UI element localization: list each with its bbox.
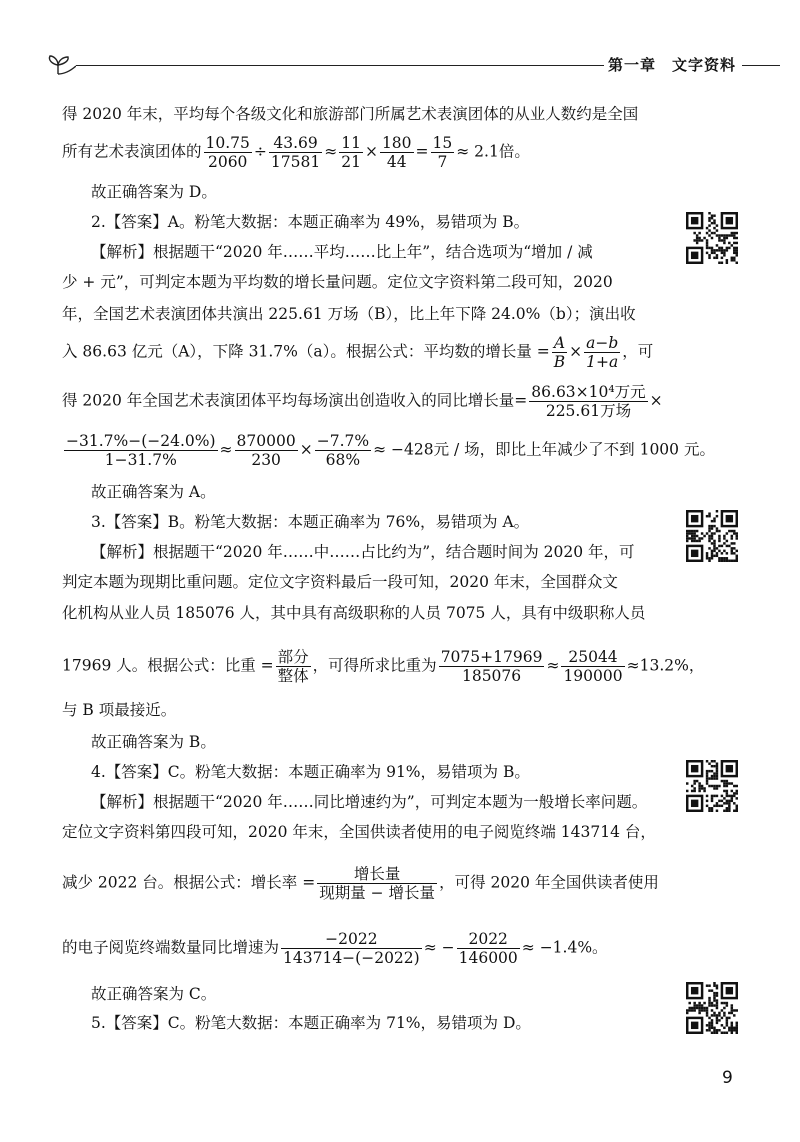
fraction: $\frac{a-b}{1+a}$ bbox=[586, 334, 619, 371]
fraction: $\frac{-2022}{143714-(-2022)}$ bbox=[283, 930, 420, 967]
q2-analysis-3: 年，全国艺术表演团体共演出 225.61 万场（B），比上年下降 24.0%（b）；演出收 bbox=[62, 305, 636, 323]
q1-answer: 故正确答案为 D。 bbox=[91, 183, 217, 201]
fraction: $\frac{180}{44}$ bbox=[381, 134, 412, 171]
q3-answer-head: 3.【答案】B。粉笔大数据：本题正确率为 76%，易错项为 A。 bbox=[91, 513, 530, 531]
fraction: $\frac{\text{86.63×10⁴万元}}{\text{225.61万场}}$ bbox=[531, 383, 646, 420]
fraction: $\frac{43.69}{17581}$ bbox=[270, 134, 321, 171]
q4-analysis-2: 定位文字资料第四段可知，2020 年末，全国供读者使用的电子阅览终端 143714 台， bbox=[62, 823, 656, 841]
fraction: $\frac{15}{7}$ bbox=[432, 134, 453, 171]
q2-analysis-2: 少 + 元”，可判定本题为平均数的增长量问题。定位文字资料第二段可知，2020 bbox=[62, 273, 613, 291]
q3-analysis-1: 【解析】根据题干“2020 年……中……占比约为”，结合题时间为 2020 年，可 bbox=[91, 543, 635, 561]
fraction: $\frac{10.75}{2060}$ bbox=[205, 134, 250, 171]
chapter-title: 第一章 文字资料 bbox=[608, 56, 737, 74]
q3-analysis-5: 与 B 项最接近。 bbox=[62, 701, 177, 719]
q2-analysis-4: 入 86.63 亿元（A），下降 31.7%（a）。根据公式：平均数的增长量 = $\frac{A}{B}$ × $\frac{a-b}{1+a}$ ，可 bbox=[62, 334, 654, 371]
q3-analysis-2: 判定本题为现期比重问题。定位文字资料最后一段可知，2020 年末，全国群众文 bbox=[62, 573, 618, 591]
q1-line-1: 得 2020 年末，平均每个各级文化和旅游部门所属艺术表演团体的从业人数约是全国 bbox=[62, 105, 639, 123]
fraction: $\frac{2022}{146000}$ bbox=[458, 930, 518, 967]
sprout-icon bbox=[42, 52, 76, 76]
q1-line-2: 所有艺术表演团体的 $\frac{10.75}{2060}$ ÷ $\frac{43.69}{17581}$ ≈ $\frac{11}{21}$ × $\frac{180}{44}$ = $\frac{15}{7}$ ≈ 2.1倍。 bbox=[62, 134, 530, 171]
fraction: $\frac{-7.7\%}{68\%}$ bbox=[316, 432, 370, 469]
q4-answer: 故正确答案为 C。 bbox=[91, 985, 217, 1003]
q2-analysis-5: 得 2020 年全国艺术表演团体平均每场演出创造收入的同比增长量= $\frac{\text{86.63×10⁴万元}}{\text{225.61万场}}$ × bbox=[62, 383, 663, 420]
fraction: $\frac{11}{21}$ bbox=[341, 134, 361, 171]
fraction: $\frac{\text{增长量}}{\text{现期量 − 增长量}}$ bbox=[319, 865, 436, 902]
q2-answer-head: 2.【答案】A。粉笔大数据：本题正确率为 49%，易错项为 B。 bbox=[91, 213, 530, 231]
qr-code-icon bbox=[686, 212, 738, 264]
fraction: $\frac{870000}{230}$ bbox=[236, 432, 296, 469]
fraction: $\frac{\text{部分}}{\text{整体}}$ bbox=[277, 648, 309, 685]
q5-answer-head: 5.【答案】C。粉笔大数据：本题正确率为 71%，易错项为 D。 bbox=[91, 1014, 531, 1032]
fraction: $\frac{25044}{190000}$ bbox=[563, 648, 623, 685]
fraction: $\frac{7075+17969}{185076}$ bbox=[440, 648, 543, 685]
q2-analysis-6: $\frac{-31.7\%-(-24.0\%)}{1-31.7\%}$ ≈ $\frac{870000}{230}$ × $\frac{-7.7\%}{68\%}$ ≈ −428元 / 场，即比上年减少了不到 1000 元。 bbox=[66, 432, 715, 469]
fraction: $\frac{-31.7\%-(-24.0\%)}{1-31.7\%}$ bbox=[66, 432, 216, 469]
qr-code-icon bbox=[686, 982, 738, 1034]
q3-analysis-3: 化机构从业人员 185076 人，其中具有高级职称的人员 7075 人，具有中级职称人员 bbox=[62, 604, 646, 622]
qr-code-icon bbox=[686, 510, 738, 562]
header-rule-right bbox=[742, 65, 780, 66]
fraction: $\frac{A}{B}$ bbox=[553, 334, 566, 371]
page-header bbox=[42, 52, 780, 76]
header-rule bbox=[76, 65, 604, 66]
q4-answer-head: 4.【答案】C。粉笔大数据：本题正确率为 91%，易错项为 B。 bbox=[91, 763, 530, 781]
q2-answer: 故正确答案为 A。 bbox=[91, 483, 216, 501]
page-number: 9 bbox=[722, 1068, 733, 1088]
q4-analysis-3: 减少 2022 台。根据公式：增长率 = $\frac{\text{增长量}}{\text{现期量 − 增长量}}$ ，可得 2020 年全国供读者使用 bbox=[62, 865, 659, 902]
q3-answer: 故正确答案为 B。 bbox=[91, 733, 216, 751]
qr-code-icon bbox=[686, 760, 738, 812]
q4-analysis-1: 【解析】根据题干“2020 年……同比增速约为”，可判定本题为一般增长率问题。 bbox=[91, 793, 648, 811]
q3-analysis-4: 17969 人。根据公式：比重 = $\frac{\text{部分}}{\text{整体}}$ ，可得所求比重为 $\frac{7075+17969}{185076}$ ≈ $\frac{25044}{190000}$ ≈13.2%， bbox=[62, 648, 705, 685]
q2-analysis-1: 【解析】根据题干“2020 年……平均……比上年”，结合选项为“增加 / 减 bbox=[91, 243, 593, 261]
q4-analysis-4: 的电子阅览终端数量同比增速为 $\frac{-2022}{143714-(-2022)}$ ≈ − $\frac{2022}{146000}$ ≈ −1.4%。 bbox=[62, 930, 608, 967]
